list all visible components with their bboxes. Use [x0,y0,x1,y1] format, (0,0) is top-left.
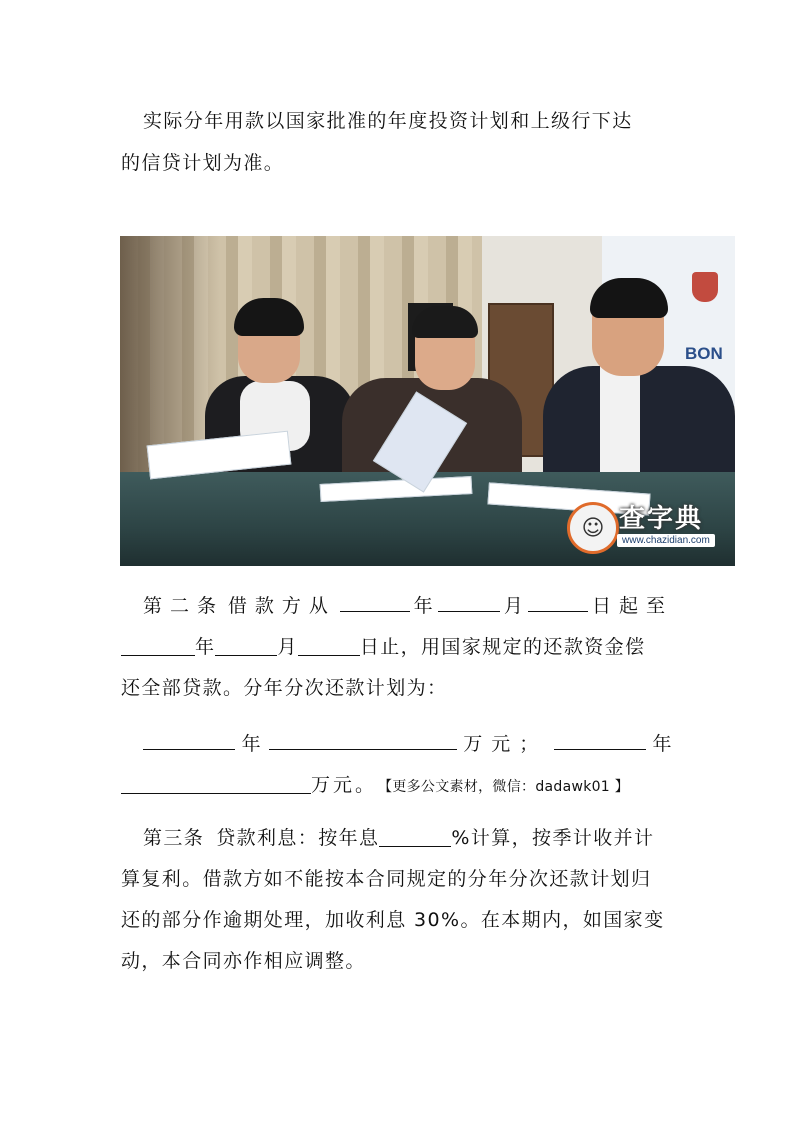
text-line: 实际分年用款以国家批准的年度投资计划和上级行下达 [143,110,633,132]
blank-month [438,591,500,612]
article-heading: 第二条 [143,595,225,617]
mascot-icon: ☺ [567,502,619,554]
promo-note: 【更多公文素材，微信：dadawk01 】 [385,779,630,795]
text-line: 的信贷计划为准。 [121,152,285,174]
text-line: 还全部贷款。分年分次还款计划为： [121,677,448,699]
blank-amount [121,773,311,794]
blank-year [121,635,195,656]
watermark-url: www.chazidian.com [617,534,715,547]
text-line: 算复利。借款方如不能按本合同规定的分年分次还款计划归 [121,868,652,890]
watermark-title: 查字典 [619,504,704,534]
text-segment: 借款方从 [227,595,336,617]
signing-photo [120,236,735,566]
article-heading: 第三条 [143,827,205,849]
blank-rate [379,826,451,847]
blank-day [298,635,360,656]
blank-amount [269,729,457,750]
blank-year [554,729,646,750]
blank-month [215,635,277,656]
shield-logo-icon [692,272,718,302]
blank-year [143,729,235,750]
text-line: 还的部分作逾期处理，加收利息 30%。在本期内，如国家变 [121,909,665,931]
blank-year [340,591,410,612]
banner-text: BON [685,344,723,363]
text-line: 动，本合同亦作相应调整。 [121,950,366,972]
watermark [567,498,730,558]
blank-day [528,591,588,612]
